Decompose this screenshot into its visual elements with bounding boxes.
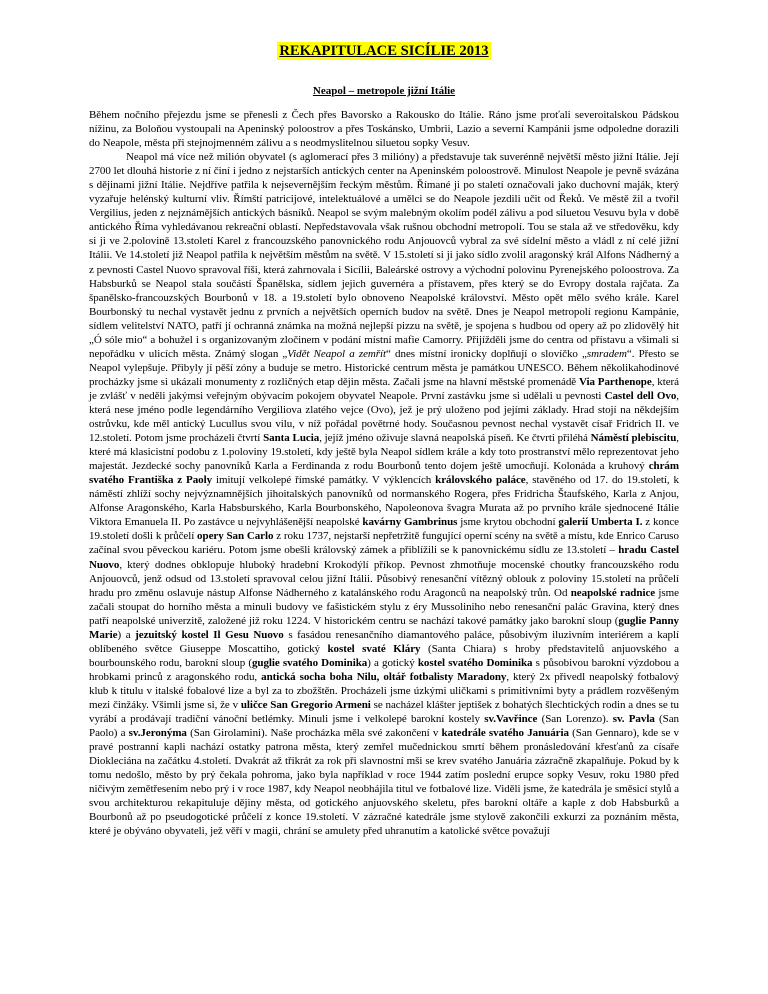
bold-phrase: Náměstí plebiscitu xyxy=(590,432,677,445)
text-run: “. Přesto se Neapol vylepšuje. Přibyly jí pěší zóny a buduje se metro. Historické centrum města je památkou UNESCO. Během několikahodinové procházky jsme si ukázali monumenty z rozličných etap dějin města. Začali jsme na hlavní městské promenádě xyxy=(89,347,679,388)
text-run: (San Gennaro), kde se v pravé postranní kapli nachází ostatky patrona města, který zemřel mučednickou smrtí během pronásledování křesťanů za císaře Diokleciána na začátku 4.století. Dvakrát až třikrát za rok při slavnostní mši se krev svatého Januária zázračně zkapalňuje. Pokud by k tomu nedošlo, město by prý čekala pohroma, jako byla například v roce 1944 zatím poslední erupce sopky Vesuv, roku 1980 před ničivým zemětřesením nebo prý i v roce 1987, kdy Neapol neobhájila titul ve fotbalové lize. Viděli jsme, že katedrála je směsicí stylů a svou architekturou rekapituluje dějiny města, od gotického anjuovského skeletu, přes barokní oltáře a kaple z dob Habsburků a Bourbonů až po pseudogotické průčelí z konce 19.století. V zázračné katedrále jsme stylově zakončili exkurzi za poznáním města, které je obýváno obyvateli, jež věří v magii, chrání se amulety před uhranutím a katolické světce považují xyxy=(89,727,680,838)
bold-phrase: guglie svatého Dominika xyxy=(251,656,368,669)
bold-phrase: kostel svaté Kláry xyxy=(327,642,421,655)
text-run: se nacházel klášter jeptišek z bohatých šlechtických rodin a dnes se tu vyrábí a prodávají tradiční vánoční betlémky. Minuli jsme i velkolepé barokní kostely xyxy=(89,698,680,726)
bold-phrase: katedrále svatého Januária xyxy=(441,727,569,740)
bold-phrase: Castel dell Ovo xyxy=(604,389,677,402)
bold-phrase: Via Parthenope xyxy=(579,375,652,388)
text-run: s fasádou renesančního diamantového paláce, působivým iluzivním interiérem a kaplí oblíbeného světce Giuseppe Moscattiho, gotický xyxy=(89,628,679,655)
bold-phrase: opery San Carlo xyxy=(197,530,274,543)
text-run: jsme krytou obchodní xyxy=(457,516,559,529)
bold-phrase: chrám svatého Františka z Paoly xyxy=(89,460,679,487)
bold-phrase: hradu Castel Nuovo xyxy=(89,544,680,571)
text-run: , která nese jméno podle legendárního Vergiliova zlatého vejce (Ovo), jež je prý uloženo pod jejími základy. Hrad stojí na někdejším ostrůvku, kde měl antický Lucullus svou vilu, v níž pořádal povětrné hody. Současnou pevnost nechal vystavět císař Fridrich II. ve 12.století. Potom jsme procházeli čtvrtí xyxy=(89,389,679,445)
bold-phrase: sv.Jeronýma xyxy=(128,727,187,740)
bold-phrase: královského paláce xyxy=(435,474,526,487)
text-run: “ dnes místní ironicky doplňují o slovíčko „ xyxy=(386,347,587,360)
title-row xyxy=(89,42,679,60)
paragraph-main xyxy=(89,150,679,838)
text-run: s působivou barokní výzdobou a hrobkami princů z aragonského rodu, xyxy=(89,656,680,683)
bold-phrase: Santa Lucia xyxy=(263,432,320,445)
text-run: z roku 1737, nejstarší nepřetržitě fungující operní scény na světě a místu, kde Enrico Caruso začínal svou pěveckou kariéru. Potom jsme obešli královský zámek a přiblížili se k panovnickému sídlu ze 13.století – xyxy=(89,530,679,557)
document-title: REKAPITULACE SICÍLIE 2013 xyxy=(279,43,489,59)
bold-phrase: antická socha boha Nilu, oltář fotbalisty Maradony xyxy=(261,670,507,683)
bold-phrase: jezuitský kostel Il Gesu Nuovo xyxy=(135,628,284,641)
bold-phrase: neapolské radnice xyxy=(570,586,656,599)
text-run: Neapol má více než milión obyvatel (s aglomerací přes 3 milióny) a představuje tak suverénně největší město jižní Itálie. Její 2700 let dlouhá historie z ní činí i jedno z nejstarších antických center na Apeninském poloostrově. Minulost Neapole je pevně svázána s dějinami jižní Itálie. Nejdříve patřila k nejsevernějším řeckým městům. Římané ji po staletí označovali jako duchovní maják, který vyzařuje helénský kulturní vliv. Římští patricijové, intelektuálové a umělci se do Neapole jezdili učit od Řeků. Ve městě žil a tvořil Vergilius, jeden z nejznámějších antických básníků. Neapol se svým malebným okolím podél zálivu a pod siluetou Vesuvu byla v době antického Říma vyhledávanou rekreační oblastí. Nepředstavovala však rušnou obchodní metropolí. Tou se stala až ve středověku, kdy si ji ve 2.polovině 13.století Karel z francouzského panovnického rodu Anjouovců vybral za své sídelní město a vládl z ní celé jižní Itálii. Ve 14.století již Neapol patřila k největším městům na světě. V 15.století si ji jako sídlo zvolil aragonský král Alfons Nádherný a z pevnosti Castel Nuovo spravoval říši, která zahrnovala i Sicílii, Baleárské ostrovy a východní polovinu Pyrenejského poloostrova. Za Habsburků se Neapol stala součástí Španělska, sídlem jejich guvernéra a přístavem, přes který se do Evropy dostala rajčata. Za španělsko-francouzských Bourbonů v 18. a 19.století bylo obnoveno Neapolské království. Město opět mělo svého krále. Karel Bourbonský tu nechal vystavět jednu z prvních a největších operních budov na světě. Dnes je Neapol metropolí regionu Kampánie, sídlem velitelství NATO, patří jí ochranná známka na možná nejlepší pizzu na světě, je spojena s hudbou od opery až po zlidovělý hit „Ó sóle mio“ a bohužel i s organizovaným zločinem v podání místní mafie Camorry. Přijížděli jsme do centra od přístavu a všimali si nepořádku v ulicích města. Známý slogan „ xyxy=(89,151,679,360)
text-run: ) a xyxy=(117,628,136,641)
text-run: , stavěného od 17. do 19.století, k náměstí zhlíží sochy nejvýznamnějších jihoitalských panovníků od normanského Rogera, přes Fridricha Štaufského, Karla z Anjou, Alfonse Aragonského, Karla Habsburského, Karla Bourbonského, Napoleonova švagra Murata až po prvního krále sjednocené Itálie Viktora Emanuela II. Po zastávce u nejvyhlášenější neapolské xyxy=(89,474,679,529)
bold-phrase: sv.Vavřince xyxy=(484,713,538,726)
text-run: , který 2x přivedl neapolský fotbalový klub k titulu v italské fobalové lize a byl za to zbožštěn. Procházeli jsme úzkými uličkami s primitivními byty a prádlem rozvěšeným mezi činžáky. Všimli jsme si, že v xyxy=(89,670,679,711)
italic-phrase: Vidět Neapol a zemřít xyxy=(287,347,387,360)
bold-phrase: sv. Pavla xyxy=(612,713,655,726)
bold-phrase: galerií Umberta I. xyxy=(558,516,643,529)
bold-phrase: kavárny Gambrinus xyxy=(362,516,458,529)
bold-phrase: kostel svatého Dominika xyxy=(417,656,533,669)
section-subtitle: Neapol – metropole jižní Itálie xyxy=(312,85,456,97)
text-run: jsme začali stoupat do horního města a minuli budovy ve fašistickém stylu z éry Mussoliniho nebo renesanční palác Gravina, který dnes patří neapolské univerzitě, založené již roku 1224. V historickém centru se nachází takové památky jako barokní sloup ( xyxy=(89,586,680,627)
text-run: imitují velkolepé římské památky. V výklencích xyxy=(212,474,436,487)
text-run: Během nočního přejezdu jsme se přenesli z Čech přes Bavorsko a Rakousko do Itálie. Ráno jsme proťali severoitalskou Pádskou nížinu, za Boloňou vystoupali na Apeninský poloostrov a přes Toskánsko, Umbrii, Lazio a severní Kampánii jsme odpoledne dorazili do Neapole, města při stejnojmenném zálivu a s neodmyslitelnou siluetou sopky Vesuv. xyxy=(89,109,679,150)
text-run: , jejíž jméno oživuje slavná neapolská píseň. Ke čtvrti přiléhá xyxy=(319,432,591,445)
text-run: (Santa Chiara) s hroby představitelů anjuovského a bourbounského rodu, barokní sloup ( xyxy=(89,642,680,669)
text-run: (San Paolo) a xyxy=(89,713,680,740)
text-run: , která je zvlášť v neděli jakýmsi veřejným obývacím pokojem obyvatel Neapole. První zastávku jsme si udělali u pevnosti xyxy=(89,375,680,402)
bold-phrase: uličce San Gregorio Armeni xyxy=(240,698,371,711)
text-run: z konce 19.století došli k průčelí xyxy=(89,516,679,543)
text-run: ) a gotický xyxy=(367,656,418,669)
text-run: (San Girolamini). Naše procházka měla své zakončení v xyxy=(186,727,442,740)
paragraph-intro xyxy=(89,108,679,150)
text-run: , který dodnes obklopuje hluboký hradební Krokodýlí příkop. Pevnost zhmotňuje mocenské choutky francouzského rodu Anjouovců, jenž odsud od 13.století spravoval celou jižní Itálii. Působivý renesanční vítězný oblouk z poloviny 15.století na průčelí hradu pro změnu oslavuje nástup Alfonse Nádherného z katalánského rodu Aragonců na neapolský trůn. Od xyxy=(89,558,679,599)
text-run: , které má klasicistní podobu z 1.poloviny 19.století, kdy ještě byla Neapol sídlem krále a kdy toto prostranství mělo reprezentovat jeho majestát. Jezdecké sochy panovníků Karla a Ferdinanda z rodu Bourbonů tento dojem ještě umocňují. Kolonáda a kruhový xyxy=(89,432,679,473)
text-run: (San Lorenzo). xyxy=(537,713,613,726)
italic-phrase: smradem xyxy=(586,347,627,360)
bold-phrase: guglie Panny Marie xyxy=(89,614,680,641)
